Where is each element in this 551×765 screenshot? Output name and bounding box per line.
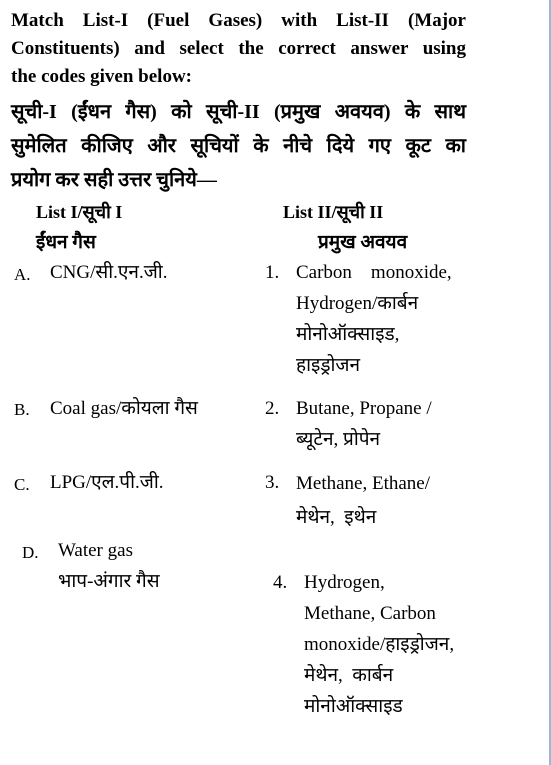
list1-item-letter: C. [14,475,30,494]
list2-item-line: Butane, Propane / [296,398,432,419]
list2-heading-hindi: प्रमुख अवयव [318,232,408,253]
list2-item-number: 2. [265,398,280,419]
question-english-line: the codes given below: [11,66,193,87]
question-hindi-line: प्रयोग कर सही उत्तर चुनिये— [11,169,217,191]
list1-item-text: Coal gas/कोयला गैस [50,398,198,419]
question-english-line: Match List-I (Fuel Gases) with List-II (Major [11,10,466,31]
list2-item-text [296,257,452,381]
list1-item-letter: A. [14,265,31,284]
list2-item-line: हाइड्रोजन [296,355,361,376]
list2-item-text [304,567,454,722]
question-hindi-line: सूची-I (ईंधन गैस) को सूची-II (प्रमुख अवयव) के साथ [11,101,466,123]
list2-item-line: monoxide/हाइड्रोजन, [304,634,455,655]
list2-item-line: Methane, Carbon [304,603,436,624]
list1-item-letter: B. [14,400,30,419]
question-hindi [11,95,466,197]
question-english-line: Constituents) and select the correct answer using [11,38,466,59]
list2-item-line: मेथेन, इथेन [296,507,377,528]
list1-item-letter: D. [22,543,39,562]
list2-item-line: Hydrogen/कार्बन [296,293,419,314]
list2-item-text [296,467,430,535]
list2-item-number: 1. [265,262,280,283]
list1-item-text [58,535,160,597]
list1-item-text: CNG/सी.एन.जी. [50,262,168,283]
question-english [11,7,466,91]
list2-item-line: मोनोऑक्साइड [304,696,403,717]
list2-item-number: 4. [273,572,288,593]
list2-item-line: मेथेन, कार्बन [304,665,394,686]
list2-item-text [296,393,432,455]
list2-heading: List II/सूची II [283,202,384,222]
list2-item-number: 3. [265,472,280,493]
list1-item-text: LPG/एल.पी.जी. [50,472,164,493]
list2-item-line: Methane, Ethane/ [296,473,431,494]
list2-item-line: Carbon monoxide, [296,262,452,283]
list2-item-line: Hydrogen, [304,572,385,593]
list2-item-line: ब्यूटेन, प्रोपेन [296,429,381,450]
list1-heading-hindi: ईंधन गैस [36,232,96,253]
list1-item-line: भाप-अंगार गैस [58,571,160,592]
list1-item-line: Water gas [58,540,133,561]
list2-item-line: मोनोऑक्साइड, [296,324,400,345]
list1-heading: List I/सूची I [36,202,123,222]
question-hindi-line: सुमेलित कीजिए और सूचियों के नीचे दिये गए कूट का [11,135,466,157]
